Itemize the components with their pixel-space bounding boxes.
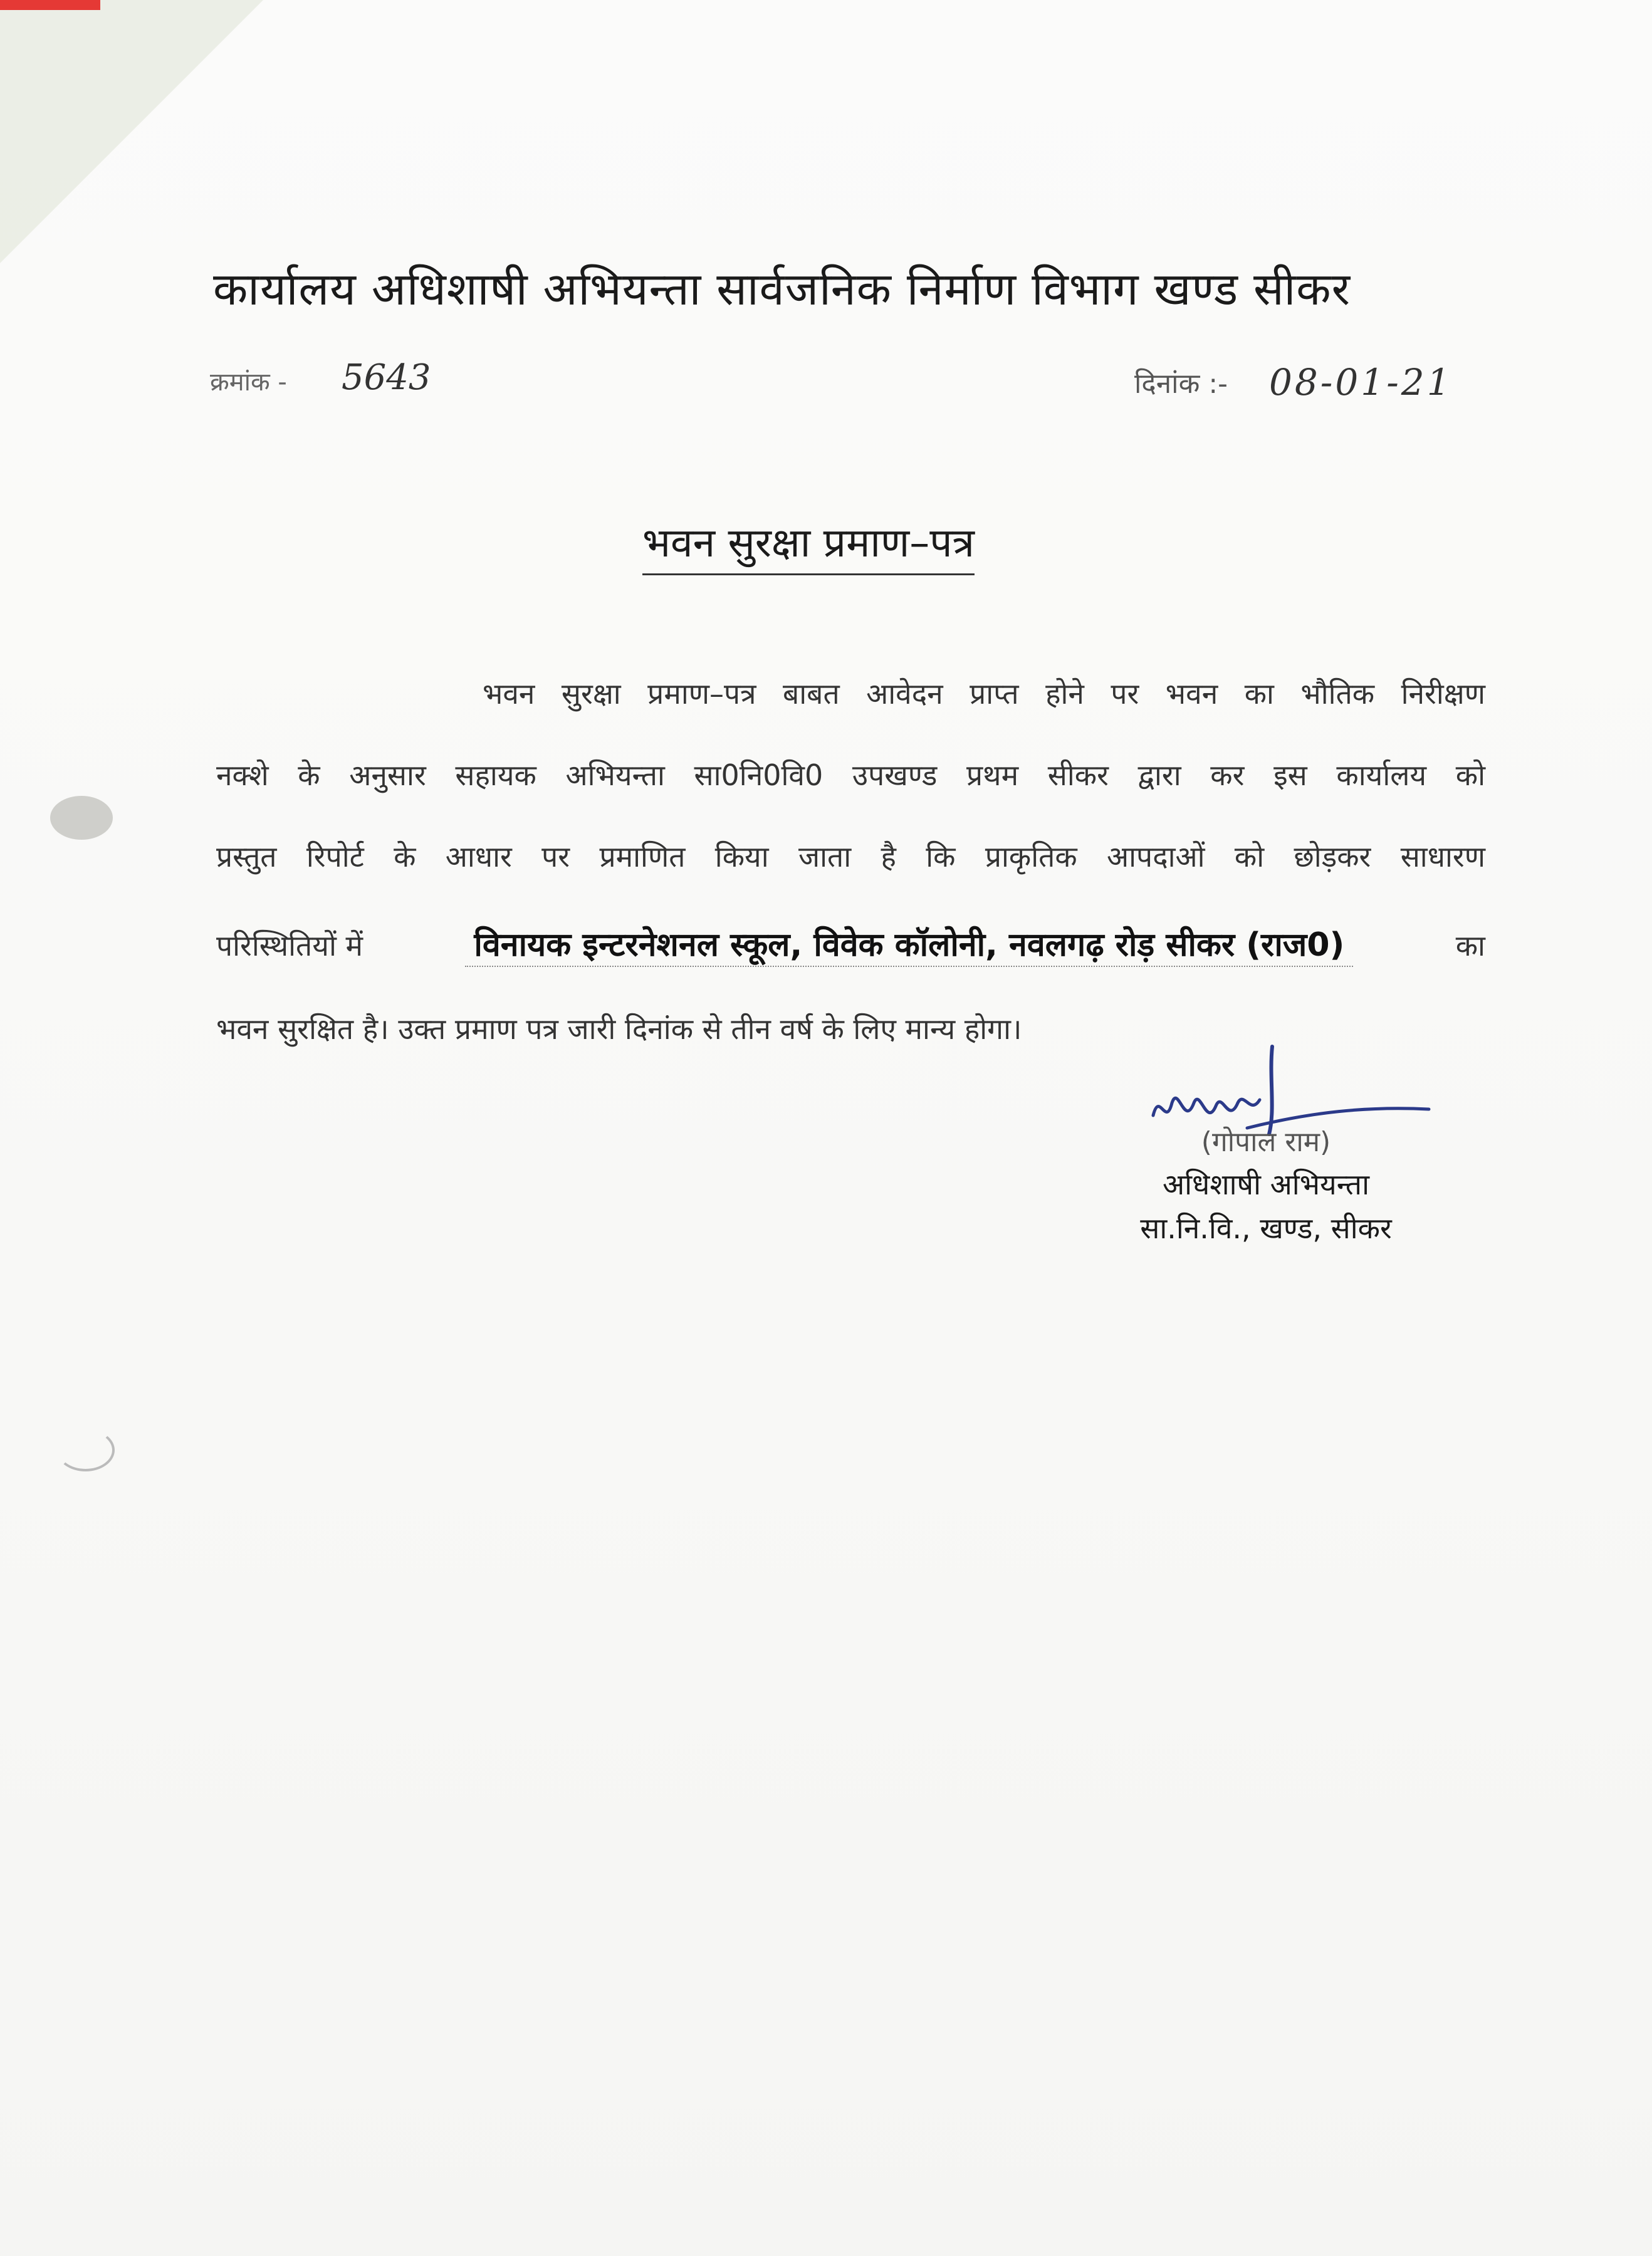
signatory-designation: अधिशाषी अभियन्ता xyxy=(1162,1167,1370,1201)
body-line-3: प्रस्तुत रिपोर्ट के आधार पर प्रमाणित किया जाता है कि प्राकृतिक आपदाओं को छोड़कर साधारण xyxy=(216,840,1486,874)
punch-hole-mark xyxy=(56,1429,115,1471)
signatory-office: सा.नि.वि., खण्ड, सीकर xyxy=(1140,1211,1392,1245)
body-line-4-prefix: परिस्थितियों में xyxy=(216,929,363,963)
reference-row xyxy=(210,357,1463,420)
red-edge-mark xyxy=(0,0,100,10)
certificate-title: भवन सुरक्षा प्रमाण–पत्र xyxy=(642,514,975,575)
signatory-name: (गोपाल राम) xyxy=(1201,1126,1331,1158)
date-value: 08-01-21 xyxy=(1269,361,1453,404)
reference-label: क्रमांक - xyxy=(210,368,287,397)
signature-block xyxy=(1078,1103,1454,1247)
body-line-2: नक्शे के अनुसार सहायक अभियन्ता सा0नि0वि0 उपखण्ड प्रथम सीकर द्वारा कर इस कार्यालय को xyxy=(216,758,1485,792)
body-line-1: भवन सुरक्षा प्रमाण–पत्र बाबत आवेदन प्राप्त होने पर भवन का भौतिक निरीक्षण xyxy=(483,677,1485,711)
body-line-4 xyxy=(216,921,1485,967)
school-name: विनायक इन्टरनेशनल स्कूल, विवेक कॉलोनी, नवलगढ़ रोड़ सीकर (राज0) xyxy=(465,921,1353,967)
punch-hole-mark xyxy=(50,796,113,840)
office-header: कार्यालय अधिशाषी अभियन्ता सार्वजनिक निर्माण विभाग खण्ड सीकर xyxy=(213,263,1351,315)
folded-corner xyxy=(0,0,263,263)
reference-number: 5643 xyxy=(342,357,431,398)
body-line-5: भवन सुरक्षित है। उक्त प्रमाण पत्र जारी दिनांक से तीन वर्ष के लिए मान्य होगा। xyxy=(216,1012,1022,1046)
body-line-4-suffix: का xyxy=(1455,929,1485,963)
date-label: दिनांक :- xyxy=(1134,368,1228,400)
